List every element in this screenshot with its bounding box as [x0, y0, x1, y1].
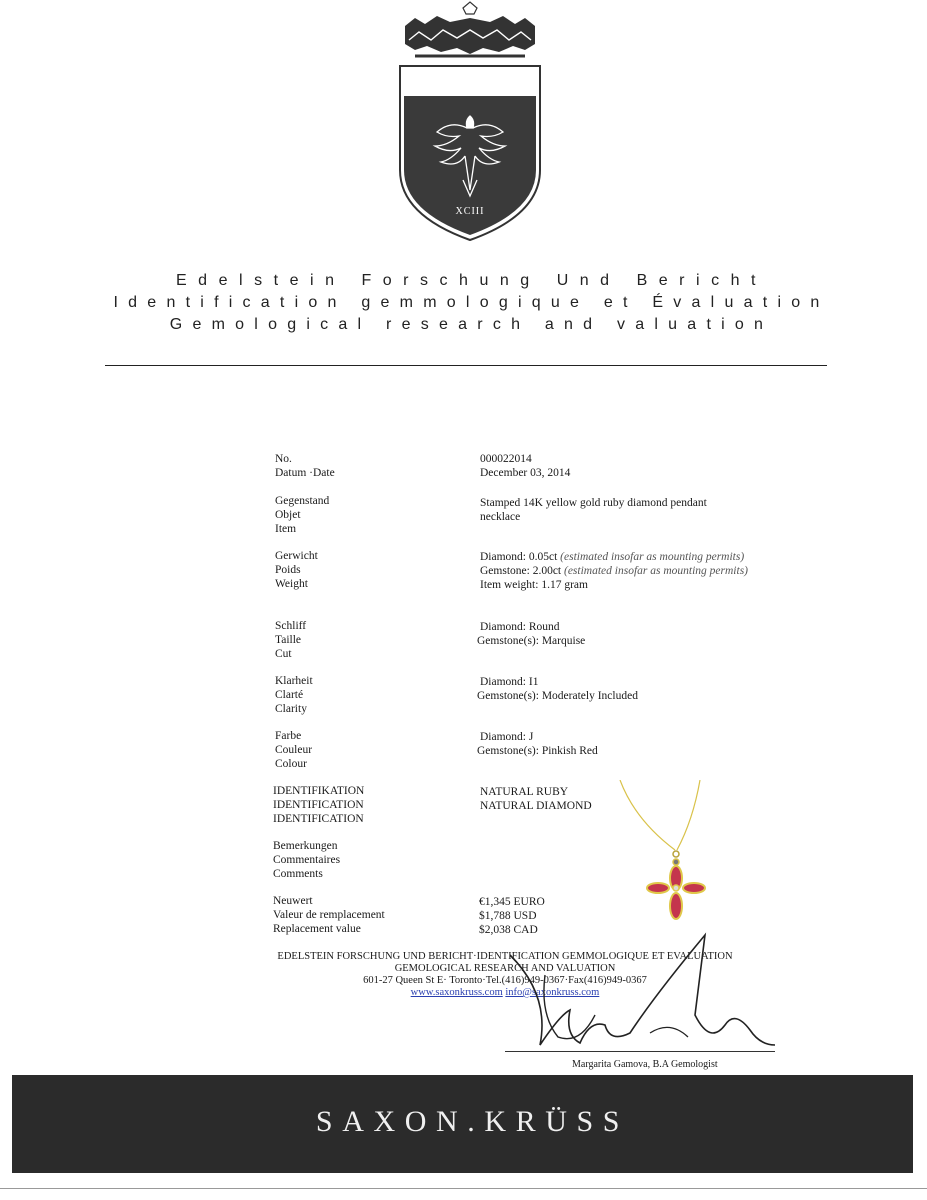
header-divider: [105, 365, 827, 366]
label-clarity-fr: Clarté: [275, 689, 304, 701]
value-item-line1: Stamped 14K yellow gold ruby diamond pendant: [480, 497, 707, 509]
label-comments-de: Bemerkungen: [273, 840, 338, 852]
label-cut-en: Cut: [275, 648, 292, 660]
crest-numeral: XCIII: [455, 206, 485, 217]
value-weight-gemstone: [480, 564, 748, 578]
label-weight-en: Weight: [275, 578, 308, 590]
weight-diamond-note: (estimated insofar as mounting permits): [560, 551, 745, 563]
brand-banner: [12, 1075, 913, 1173]
label-item-en: Item: [275, 523, 297, 535]
label-colour-en: Colour: [275, 758, 307, 770]
value-cut-diamond: Diamond: Round: [480, 621, 560, 633]
value-item-line2: necklace: [480, 511, 521, 523]
label-clarity-en: Clarity: [275, 703, 307, 715]
value-identification-ruby: NATURAL RUBY: [480, 786, 569, 798]
brand-logo: SAXON.KRÜSS: [315, 1105, 630, 1138]
page-edge-line: [0, 1188, 927, 1189]
weight-gemstone-text: Gemstone: 2.00ct: [480, 565, 562, 577]
heading-french: Identification gemmologique et Évaluation: [113, 294, 830, 311]
label-clarity-de: Klarheit: [275, 675, 313, 687]
label-date: Datum ·Date: [275, 467, 335, 479]
footer-company-line2: GEMOLOGICAL RESEARCH AND VALUATION: [394, 963, 616, 974]
heading-german: Edelstein Forschung Und Bericht: [175, 272, 768, 289]
label-comments-en: Comments: [273, 868, 323, 880]
value-cad: $2,038 CAD: [479, 924, 538, 936]
signature-line: [505, 1051, 775, 1052]
crown-icon: [405, 2, 535, 56]
label-weight-fr: Poids: [275, 564, 301, 576]
value-date: December 03, 2014: [480, 467, 571, 479]
weight-gemstone-note: (estimated insofar as mounting permits): [564, 565, 748, 577]
label-colour-fr: Couleur: [275, 744, 313, 756]
heading-english: Gemological research and valuation: [169, 316, 774, 333]
value-item-weight: Item weight: 1.17 gram: [480, 579, 588, 591]
label-item-fr: Objet: [275, 509, 301, 521]
label-cut-fr: Taille: [275, 634, 302, 646]
label-cut-de: Schliff: [275, 620, 307, 632]
label-number: No.: [275, 453, 292, 465]
value-euro: €1,345 EURO: [479, 896, 545, 908]
label-value-en: Replacement value: [273, 923, 361, 935]
value-colour-gemstone: Gemstone(s): Pinkish Red: [477, 745, 598, 757]
label-comments-fr: Commentaires: [273, 854, 341, 866]
value-identification-diamond: NATURAL DIAMOND: [480, 800, 592, 812]
value-clarity-gemstone: Gemstone(s): Moderately Included: [477, 690, 638, 702]
email-link[interactable]: info@saxonkruss.com: [505, 987, 600, 998]
value-usd: $1,788 USD: [479, 910, 537, 922]
value-weight-diamond: [480, 550, 744, 564]
value-clarity-diamond: Diamond: I1: [480, 676, 539, 688]
website-link[interactable]: www.saxonkruss.com: [410, 987, 503, 998]
label-colour-de: Farbe: [275, 730, 302, 742]
crest-emblem: [395, 0, 545, 245]
value-colour-diamond: Diamond: J: [480, 731, 534, 743]
label-identification-en: IDENTIFICATION: [273, 813, 364, 825]
weight-diamond-text: Diamond: 0.05ct: [480, 551, 558, 563]
value-number: 000022014: [480, 453, 532, 465]
footer-company-line1: EDELSTEIN FORSCHUNG UND BERICHT·IDENTIFICATION GEMMOLOGIQUE ET EVALUATION: [277, 951, 733, 962]
label-identification-fr: IDENTIFICATION: [273, 799, 364, 811]
signer-name: Margarita Gamova, B.A Gemologist: [572, 1059, 718, 1070]
label-item-de: Gegenstand: [275, 495, 330, 507]
label-value-de: Neuwert: [273, 895, 313, 907]
label-value-fr: Valeur de remplacement: [273, 909, 385, 921]
label-weight-de: Gerwicht: [275, 550, 318, 562]
label-identification-de: IDENTIFIKATION: [273, 785, 365, 797]
value-cut-gemstone: Gemstone(s): Marquise: [477, 635, 586, 647]
footer-address: 601-27 Queen St E· Toronto·Tel.(416)949-0367·Fax(416)949-0367: [363, 975, 647, 986]
signature-image: [470, 915, 790, 1065]
